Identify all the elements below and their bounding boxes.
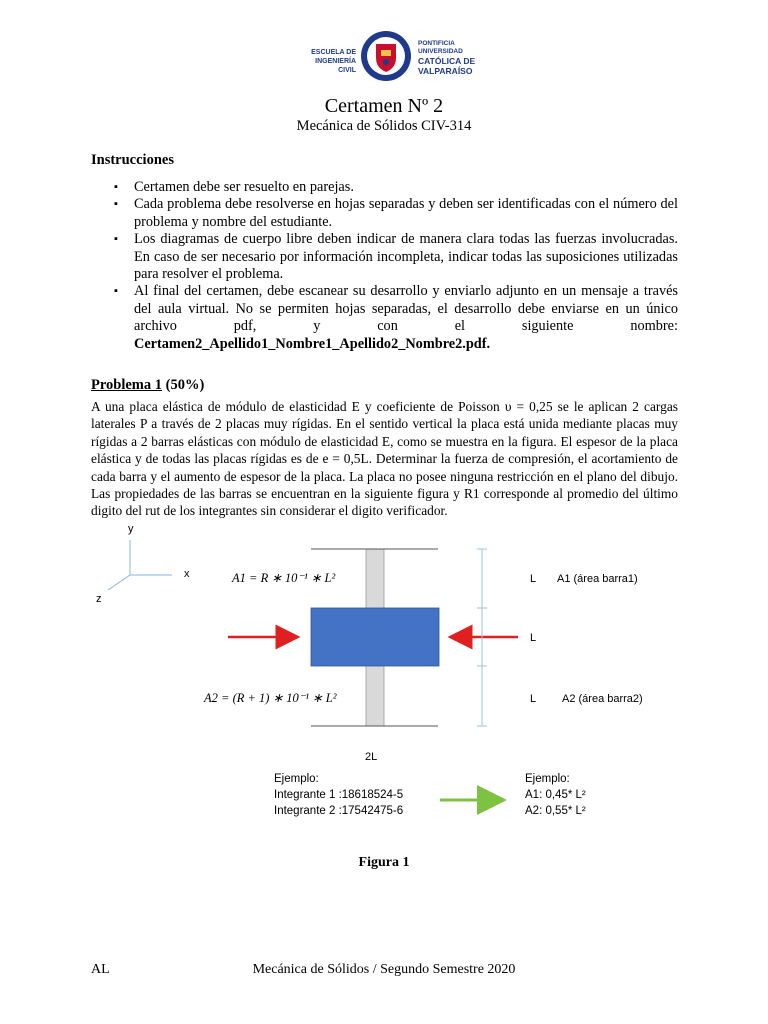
logo-text: CATÓLICA DE: [418, 56, 476, 66]
university-logo-text: [418, 40, 488, 76]
area-label-a1: A1 (área barra1): [557, 573, 638, 585]
instruction-item-text: Al final del certamen, debe escanear su desarrollo y enviarlo adjunto en un mensaje a través del aula virtual. No se permiten hojas separadas, el desarrollo debe enviarse en un único archivo pdf, y con el siguiente nombre:: [134, 283, 678, 335]
dimension-label-middle: L: [530, 632, 537, 644]
instruction-item: ▪ Los diagramas de cuerpo libre deben indicar de manera clara todas las fuerzas involucradas. En caso de ser necesario por información incompleta, indicar todas las suposiciones utilizadas para resolver el problema.: [116, 231, 678, 283]
elastic-plate: [311, 608, 439, 666]
coordinate-axes: [96, 523, 190, 605]
example-heading: Ejemplo:: [274, 773, 319, 785]
instruction-item: ▪ Cada problema debe resolverse en hojas separadas y deben ser identificadas con el número del problema y nombre del estudiante.: [116, 196, 678, 231]
school-logo-text: [300, 48, 356, 75]
logo-text: VALPARAÍSO: [418, 66, 473, 76]
equation-a1: A1 = R ∗ 10⁻¹ ∗ L²: [232, 571, 336, 585]
logo-text: ESCUELA DE: [311, 49, 356, 56]
figure-caption: Figura 1: [358, 855, 410, 870]
required-filename: Certamen2_Apellido1_Nombre1_Apellido2_Nombre2.pdf.: [134, 335, 491, 352]
logo-text: UNIVERSIDAD: [418, 48, 463, 55]
problem-statement: A una placa elástica de módulo de elasticidad E y coeficiente de Poisson υ = 0,25 se le aplican 2 cargas laterales P a través de 2 placas muy rígidas. En el sentido vertical la placa está unida mediante placas muy rígidas a 2 barras elásticas con módulo de elasticidad E, como se muestra en la figura. El espesor de la placa elástica y de todas las placas rígidas es de e = 0,5L. Determinar la fuerza de compresión, el acortamiento de cada barra y el aumento de espesor de la placa. La placa no posee ninguna restricción en el plano del dibujo. Las propiedades de las barras se encuentran en la siguiente figura y R1 corresponde al promedio del último digito del rut de los integrantes sin considerar el digito verificador.: [91, 399, 678, 519]
area-label-a2: A2 (área barra2): [562, 693, 643, 705]
dimension-label-top: L: [530, 573, 537, 585]
x-axis-label: x: [184, 568, 190, 580]
page-title: Certamen Nº 2: [324, 95, 444, 117]
z-axis-line: [108, 575, 130, 590]
footer-initials: AL: [91, 962, 110, 977]
university-seal-icon: [360, 30, 412, 82]
dimension-label-bottom: L: [530, 693, 537, 705]
width-label: 2L: [365, 751, 378, 763]
logo-text: PONTIFICIA: [418, 40, 455, 47]
result-line: A2: 0,55* L²: [525, 805, 586, 817]
problem-heading: [91, 377, 204, 394]
problem-title: Problema 1: [91, 377, 163, 393]
figure-diagram: [80, 520, 700, 820]
example-line: Integrante 1 :18618524-5: [274, 789, 404, 801]
equation-a2: A2 = (R + 1) ∗ 10⁻¹ ∗ L²: [204, 691, 337, 705]
page-subtitle: Mecánica de Sólidos CIV-314: [296, 118, 472, 134]
y-axis-label: y: [128, 523, 134, 535]
result-heading: Ejemplo:: [525, 773, 570, 785]
header-logo: [300, 28, 480, 84]
footer-course: Mecánica de Sólidos / Segundo Semestre 2020: [252, 962, 516, 977]
problem-weight: (50%): [165, 377, 205, 393]
logo-text: INGENIERÍA CIVIL: [315, 58, 356, 74]
instruction-item: [116, 283, 678, 353]
instruction-item: ▪ Certamen debe ser resuelto en parejas.: [116, 179, 678, 196]
instructions-heading: Instrucciones: [91, 152, 174, 168]
z-axis-label: z: [96, 593, 102, 605]
example-line: Integrante 2 :17542475-6: [274, 805, 404, 817]
result-line: A1: 0,45* L²: [525, 789, 586, 801]
instructions-list: [116, 179, 678, 353]
